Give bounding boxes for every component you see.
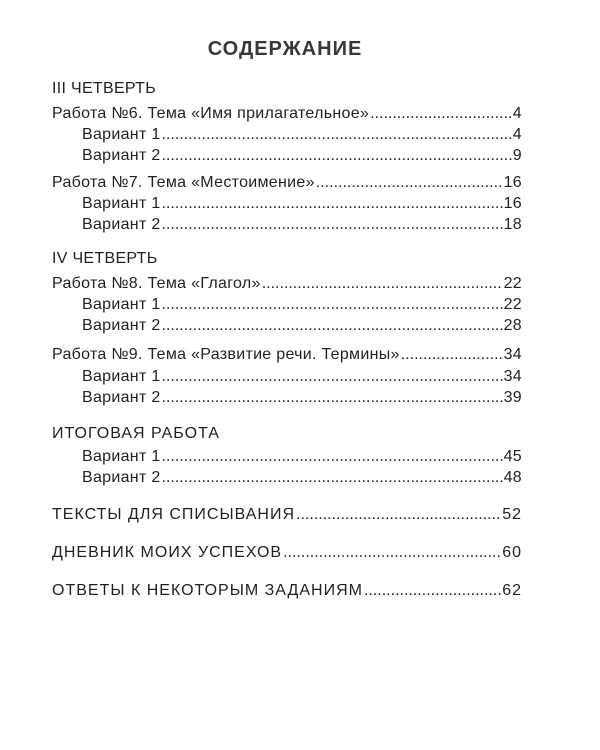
page-title: СОДЕРЖАНИЕ	[207, 38, 363, 60]
toc-entry-label: Вариант 2	[82, 216, 161, 233]
toc-entry-label: Работа №9. Тема «Развитие речи. Термины»	[52, 346, 400, 363]
dot-leader	[162, 194, 503, 214]
toc-page-number: 22	[503, 296, 522, 313]
toc-page-number: 52	[502, 506, 522, 523]
dot-leader	[296, 505, 501, 525]
dot-leader	[162, 388, 503, 408]
toc-page-number: 4	[512, 105, 522, 122]
toc-entry-label: Вариант 1	[82, 368, 161, 385]
toc-entry-work-8-variant-2[interactable]	[82, 316, 522, 336]
dot-leader	[401, 345, 503, 365]
toc-entry-work-7-variant-2[interactable]	[82, 215, 522, 235]
toc-entry-label: ДНЕВНИК МОИХ УСПЕХОВ	[52, 544, 283, 561]
toc-entry-label: Работа №8. Тема «Глагол»	[52, 275, 261, 292]
toc-entry-label: Работа №7. Тема «Местоимение»	[52, 174, 315, 191]
toc-entry-label: ТЕКСТЫ ДЛЯ СПИСЫВАНИЯ	[52, 506, 296, 523]
toc-entry-answers[interactable]	[52, 581, 522, 601]
toc-page-number: 45	[503, 448, 522, 465]
toc-entry-work-6[interactable]	[52, 104, 522, 124]
toc-entry-label: Вариант 1	[82, 448, 161, 465]
dot-leader	[162, 367, 503, 387]
toc-page-number: 48	[503, 469, 522, 486]
toc-entry-success-diary[interactable]	[52, 543, 522, 563]
toc-entry-work-7-variant-1[interactable]	[82, 194, 522, 214]
toc-entry-label: Вариант 1	[82, 296, 161, 313]
toc-entry-label: Вариант 1	[82, 195, 161, 212]
toc-entry-work-8[interactable]	[52, 274, 522, 294]
dot-leader	[283, 543, 501, 563]
toc-entry-label: Работа №6. Тема «Имя прилагательное»	[52, 105, 370, 122]
toc-entry-work-6-variant-2[interactable]	[82, 146, 522, 166]
dot-leader	[162, 215, 503, 235]
toc-page-number: 16	[503, 174, 522, 191]
toc-entry-work-7[interactable]	[52, 173, 522, 193]
toc-entry-final-variant-2[interactable]	[82, 468, 522, 488]
dot-leader	[262, 274, 503, 294]
toc-page-number: 4	[512, 126, 522, 143]
toc-entry-work-8-variant-1[interactable]	[82, 295, 522, 315]
section-heading-quarter-4: IV ЧЕТВЕРТЬ	[52, 250, 158, 267]
toc-page-number: 34	[503, 346, 522, 363]
dot-leader	[162, 125, 512, 145]
toc-entry-work-9[interactable]	[52, 345, 522, 365]
toc-entry-work-9-variant-1[interactable]	[82, 367, 522, 387]
dot-leader	[316, 173, 503, 193]
toc-page-number: 16	[503, 195, 522, 212]
dot-leader	[162, 468, 503, 488]
toc-page-number: 9	[512, 147, 522, 164]
toc-entry-final-variant-1[interactable]	[82, 447, 522, 467]
dot-leader	[162, 316, 503, 336]
dot-leader	[162, 447, 503, 467]
toc-entry-label: ОТВЕТЫ К НЕКОТОРЫМ ЗАДАНИЯМ	[52, 582, 363, 599]
dot-leader	[364, 581, 501, 601]
dot-leader	[162, 295, 503, 315]
toc-page-number: 18	[503, 216, 522, 233]
dot-leader	[162, 146, 512, 166]
toc-page-number: 60	[502, 544, 522, 561]
toc-entry-work-9-variant-2[interactable]	[82, 388, 522, 408]
dot-leader	[370, 104, 512, 124]
toc-entry-label: Вариант 2	[82, 389, 161, 406]
toc-page-number: 28	[503, 317, 522, 334]
section-heading-quarter-3: III ЧЕТВЕРТЬ	[52, 80, 157, 97]
toc-page-number: 34	[503, 368, 522, 385]
toc-entry-label: Вариант 2	[82, 147, 161, 164]
toc-entry-label: Вариант 2	[82, 469, 161, 486]
toc-page-number: 39	[503, 389, 522, 406]
toc-entry-copy-texts[interactable]	[52, 505, 522, 525]
toc-page-number: 22	[503, 275, 522, 292]
toc-entry-label: Вариант 2	[82, 317, 161, 334]
toc-entry-label: Вариант 1	[82, 126, 161, 143]
toc-page-number: 62	[502, 582, 522, 599]
toc-entry-work-6-variant-1[interactable]	[82, 125, 522, 145]
section-heading-final-work: ИТОГОВАЯ РАБОТА	[52, 425, 220, 442]
